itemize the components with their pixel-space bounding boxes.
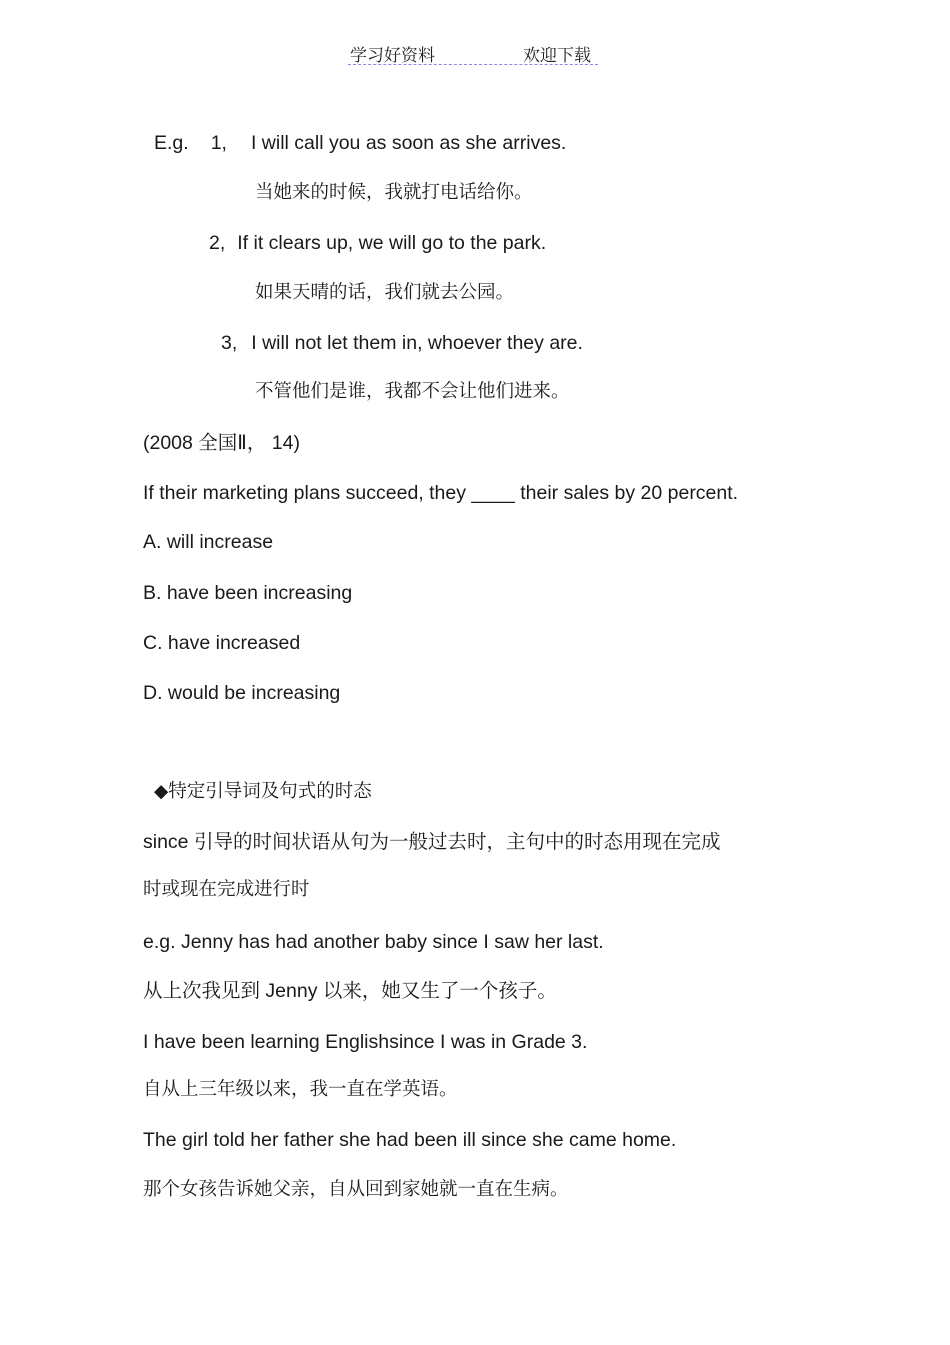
sentence-en-3: The girl told her father she had been ill since she came home. xyxy=(143,1129,677,1151)
page-header xyxy=(348,40,598,65)
example-2 xyxy=(209,231,546,255)
example-1 xyxy=(154,131,566,155)
question-stem: If their marketing plans succeed, they ____ their sales by 20 percent. xyxy=(143,482,739,504)
header-right-text: 欢迎下载 xyxy=(523,46,591,66)
sentence-zh-3: 那个女孩告诉她父亲，自从回到家她就一直在生病。 xyxy=(143,1179,569,1200)
header-left-text: 学习好资料 xyxy=(350,46,435,66)
example-sentence-en: If it clears up, we will go to the park. xyxy=(237,232,547,254)
example-3-translation: 不管他们是谁，我都不会让他们进来。 xyxy=(255,381,570,402)
example-sentence-en: I will not let them in, whoever they are. xyxy=(251,332,583,354)
sentence-en-2: I have been learning Englishsince I was in Grade 3. xyxy=(143,1031,588,1053)
example-number: 1, xyxy=(210,132,227,154)
rule-line-1: since 引导的时间状语从句为一般过去时，主句中的时态用现在完成 xyxy=(143,831,721,853)
option-a: A. will increase xyxy=(143,531,274,553)
section-heading: ◆特定引导词及句式的时态 xyxy=(154,781,372,802)
option-c: C. have increased xyxy=(143,632,301,654)
option-d: D. would be increasing xyxy=(143,682,341,704)
example-3 xyxy=(221,331,583,355)
rule-line-2: 时或现在完成进行时 xyxy=(143,879,310,900)
example-2-translation: 如果天晴的话，我们就去公园。 xyxy=(255,282,515,303)
sentence-zh-1: 从上次我见到 Jenny 以来，她又生了一个孩子。 xyxy=(143,980,557,1002)
sentence-zh-2: 自从上三年级以来，我一直在学英语。 xyxy=(143,1079,458,1100)
example-number: 2, xyxy=(209,232,226,254)
example-sentence-en: I will call you as soon as she arrives. xyxy=(250,132,567,154)
example-label: E.g. xyxy=(154,132,189,154)
question-source: (2008 全国Ⅱ， 14) xyxy=(143,432,300,454)
option-b: B. have been increasing xyxy=(143,582,353,604)
sentence-en-1: e.g. Jenny has had another baby since I saw her last. xyxy=(143,931,604,953)
example-number: 3, xyxy=(221,332,238,354)
example-1-translation: 当她来的时候，我就打电话给你。 xyxy=(255,182,533,203)
